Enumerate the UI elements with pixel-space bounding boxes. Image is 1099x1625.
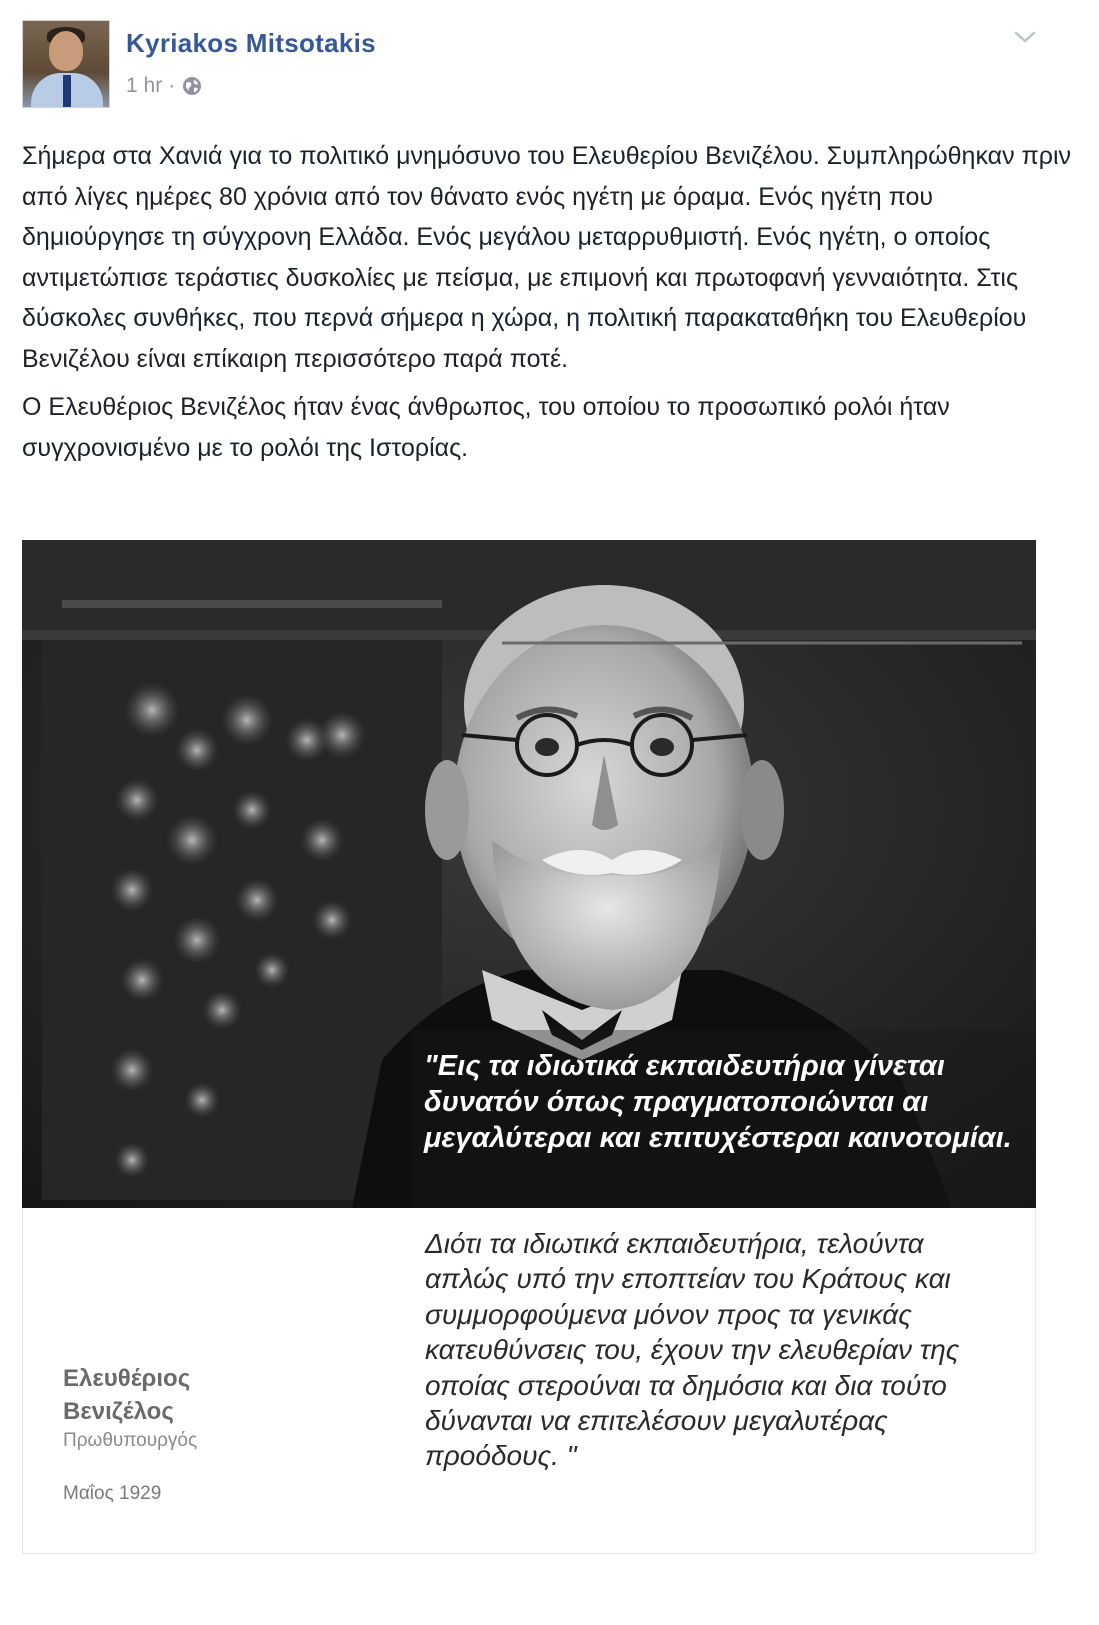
signature-name-line2: Βενιζέλος (63, 1398, 174, 1425)
post-paragraph: Ο Ελευθέριος Βενιζέλος ήταν ένας άνθρωπος, του οποίου το προσωπικό ρολόι ήταν συγχρονισμένο με το ρολόι της Ιστορίας. (22, 393, 950, 462)
quote-continued-text: Διότι τα ιδιωτικά εκπαιδευτήρια, τελούντα απλώς υπό την εποπτείαν του Κράτους και συμμορφούμενα μόνον προς τα γενικάς κατευθύνσεις του, έχουν την ελευθερίαν της οποίας στερούναι τα δημόσια και δια τούτο δύνανται να επιτελέσουν μεγαλυτέρας προόδους. " (425, 1228, 960, 1472)
globe-icon[interactable] (181, 75, 203, 97)
post-meta (126, 74, 203, 98)
post-timestamp[interactable]: 1 hr (126, 74, 163, 97)
chevron-down-icon[interactable] (1012, 26, 1038, 48)
post-body (22, 136, 1082, 476)
quote-bold-text: "Εις τα ιδιωτικά εκπαιδευτήρια γίνεται δυνατόν όπως πραγματοποιώνται αι μεγαλύτεραι και επιτυχέστεραι καινοτομίαι. (424, 1050, 1012, 1154)
meta-separator: · (168, 74, 176, 97)
post-photo[interactable] (22, 540, 1036, 1208)
signature-date: Μαΐος 1929 (63, 1483, 162, 1504)
signature-title: Πρωθυπουργός (63, 1430, 198, 1451)
avatar[interactable] (22, 20, 110, 108)
quote-caption-panel (22, 1208, 1036, 1554)
signature-name (63, 1362, 190, 1428)
signature-name-line1: Ελευθέριος (63, 1365, 191, 1392)
post-paragraph: Σήμερα στα Χανιά για το πολιτικό μνημόσυνο του Ελευθερίου Βενιζέλου. Συμπληρώθηκαν πριν από λίγες ημέρες 80 χρόνια από τον θάνατο ενός ηγέτη με όραμα. Ενός ηγέτη που δημιούργησε τη σύγχρονη Ελλάδα. Ενός μεγάλου μεταρρυθμιστή. Ενός ηγέτη, ο οποίος αντιμετώπισε τεράστιες δυσκολίες με πείσμα, με επιμονή και πρωτοφανή γενναιότητα. Στις δύσκολες συνθήκες, που περνά σήμερα η χώρα, η πολιτική παρακαταθήκη του Ελευθερίου Βενιζέλου είναι επίκαιρη περισσότερο παρά ποτέ. (22, 142, 1072, 373)
post-author-name[interactable]: Kyriakos Mitsotakis (126, 28, 376, 58)
